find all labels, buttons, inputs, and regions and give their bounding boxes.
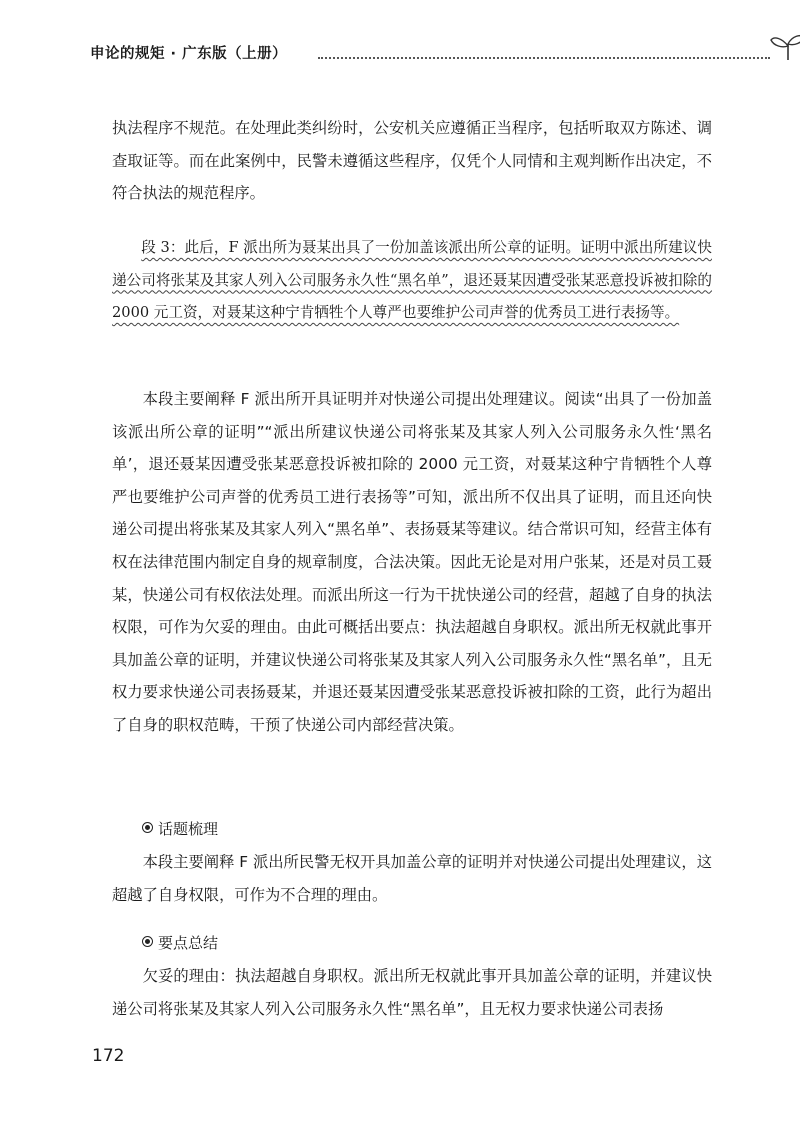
header-dotted-rule <box>318 57 770 59</box>
segment-3-text: 段 3：此后，F 派出所为聂某出具了一份加盖该派出所公章的证明。证明中派出所建议快递公司将张某及其家人列入公司服务永久性“黑名单”，退还聂某因遭受张某恶意投诉被扣除的 2000 元工资，对聂某这种宁肯牺牲个人尊严也要维护公司声誉的优秀员工进行表扬等。 <box>112 239 712 322</box>
continued-paragraph: 执法程序不规范。在处理此类纠纷时，公安机关应遵循正当程序，包括听取双方陈述、调查取证等。而在此案例中，民警未遵循这些程序，仅凭个人同情和主观判断作出决定，不符合执法的规范程序。 <box>112 119 712 203</box>
topic-paragraph: 本段主要阐释 F 派出所民警无权开具加盖公章的证明并对快递公司提出处理建议，这超越了自身权限，可作为不合理的理由。 <box>112 853 712 904</box>
bullet-icon <box>142 936 153 947</box>
analysis-paragraph: 本段主要阐释 F 派出所开具证明并对快递公司提出处理建议。阅读“出具了一份加盖该派出所公章的证明”“派出所建议快递公司将张某及其家人列入公司服务永久性‘黑名单’，退还聂某因遭受张某恶意投诉被扣除的 2000 元工资，对聂某这种宁肯牺牲个人尊严也要维护公司声誉的优秀员工进行表扬等”可知，派出所不仅出具了证明，而且还向快递公司提出将张某及其家人列入“黑名单”、表扬聂某等建议。结合常识可知，经营主体有权在法律范围内制定自身的规章制度，合法决策。因此无论是对用户张某，还是对员工聂某，快递公司有权依法处理。而派出所这一行为干扰快递公司的经营，超越了自身的执法权限，可作为欠妥的理由。由此可概括出要点：执法超越自身职权。派出所无权就此事开具加盖公章的证明，并建议快递公司将张某及其家人列入公司服务永久性“黑名单”，且无权力要求快递公司表扬聂某，并退还聂某因遭受张某恶意投诉被扣除的工资，此行为超出了自身的职权范畴，干预了快递公司内部经营决策。 <box>112 390 712 734</box>
running-header <box>90 44 720 72</box>
summary-heading-label: 要点总结 <box>158 934 219 952</box>
topic-heading-label: 话题梳理 <box>158 820 219 838</box>
topic-heading <box>142 818 218 840</box>
summary-heading <box>142 932 218 954</box>
page-number: 172 <box>92 1046 125 1066</box>
running-title: 申论的规矩 · 广东版（上册） <box>90 46 288 62</box>
sprout-icon <box>768 32 800 62</box>
bullet-icon <box>142 822 153 833</box>
summary-paragraph: 欠妥的理由：执法超越自身职权。派出所无权就此事开具加盖公章的证明，并建议快递公司将张某及其家人列入公司服务永久性“黑名单”，且无权力要求快递公司表扬 <box>112 967 712 1018</box>
segment-3-quote <box>112 232 712 330</box>
